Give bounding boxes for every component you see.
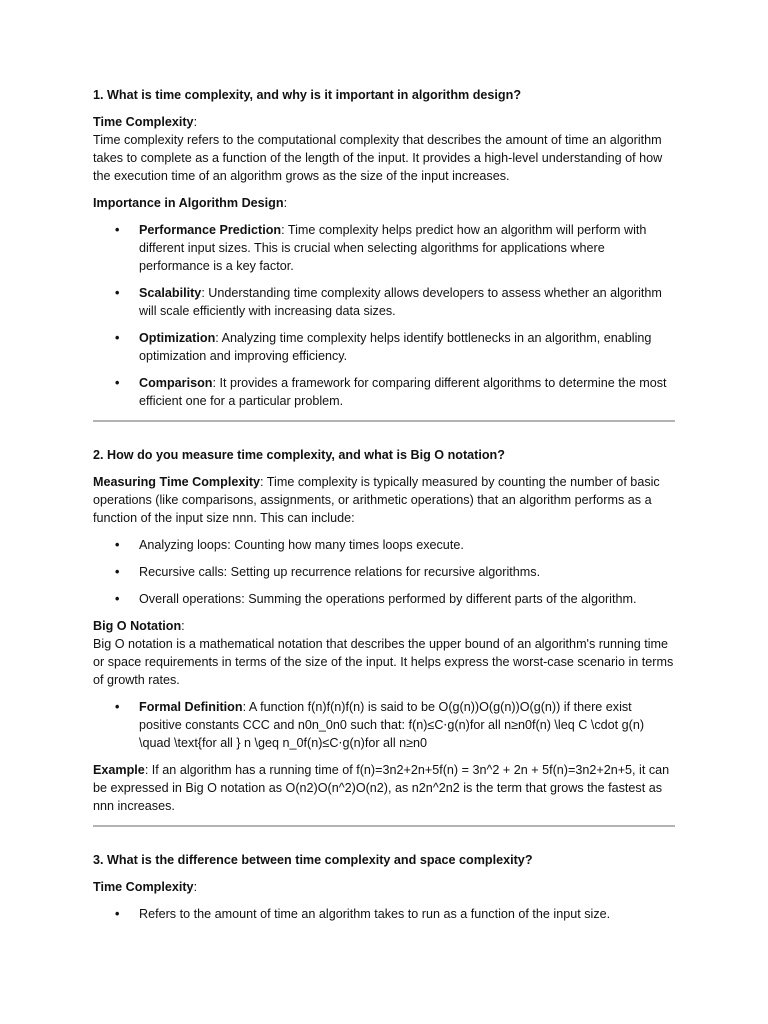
question-2-heading: 2. How do you measure time complexity, and what is Big O notation? <box>93 448 505 462</box>
formal-definition-label: Formal Definition <box>139 700 243 714</box>
time-complexity-colon: : <box>193 880 198 894</box>
measuring-list <box>93 536 675 608</box>
example-text: : If an algorithm has a running time of f(n)=3n2+2n+5f(n) = 3n^2 + 2n + 5f(n)=3n2+2n+5, it can be expressed in Big O notation as O(n2)O(n^2)O(n2), as n2n^2n2 is the term that grows the fastest as nnn increases. <box>93 763 670 813</box>
section-3 <box>93 851 675 923</box>
list-item: • Refers to the amount of time an algorithm takes to run as a function of the input size. <box>139 905 675 923</box>
time-complexity-text: Time complexity refers to the computational complexity that describes the amount of time an algorithm takes to complete as a function of the length of the input. It provides a high-level understanding of how the execution time of an algorithm grows as the size of the input increases. <box>93 133 663 183</box>
bullet-label: Scalability <box>139 286 202 300</box>
importance-label: Importance in Algorithm Design <box>93 196 284 210</box>
list-item: • Overall operations: Summing the operations performed by different parts of the algorithm. <box>139 590 675 608</box>
importance-list <box>93 221 675 410</box>
document-content <box>93 86 675 932</box>
bullet-text: : It provides a framework for comparing different algorithms to determine the most efficient one for a particular problem. <box>139 376 667 408</box>
section-1 <box>93 86 675 410</box>
bullet-label: Optimization <box>139 331 216 345</box>
section-divider <box>93 825 675 827</box>
bullet-label: Performance Prediction <box>139 223 282 237</box>
example-paragraph <box>93 761 675 815</box>
section-2 <box>93 446 675 815</box>
measuring-text: : Time complexity is typically measured by counting the number of basic operations (like comparisons, assignments, or arithmetic operations) that an algorithm performs as a function of the input size nnn. This can include: <box>93 475 660 525</box>
bullet-text: : Understanding time complexity allows developers to assess whether an algorithm will scale efficiently with increasing data sizes. <box>139 286 662 318</box>
formal-definition-list <box>93 698 675 752</box>
bullet-text: : Analyzing time complexity helps identify bottlenecks in an algorithm, enabling optimization and improving efficiency. <box>139 331 652 363</box>
time-complexity-definition <box>93 113 675 185</box>
time-complexity-label: Time Complexity <box>93 115 194 129</box>
big-o-text: Big O notation is a mathematical notation that describes the upper bound of an algorithm's running time or space requirements in terms of the size of the input. It helps express the worst-case scenario in terms of growth rates. <box>93 637 674 687</box>
big-o-label: Big O Notation <box>93 619 182 633</box>
section-divider <box>93 420 675 422</box>
time-complexity-colon: : <box>193 115 198 129</box>
list-item <box>139 221 675 275</box>
big-o-colon: : <box>181 619 185 633</box>
list-item: • Analyzing loops: Counting how many times loops execute. <box>139 536 675 554</box>
list-item <box>139 698 675 752</box>
bullet-label: Comparison <box>139 376 213 390</box>
example-label: Example <box>93 763 145 777</box>
formal-definition-text: : A function f(n)f(n)f(n) is said to be O(g(n))O(g(n))O(g(n)) if there exist positive constants CCC and n0n_0n0 such that: f(n)≤C⋅g(n)for all n≥n0f(n) \leq C \cdot g(n) \quad \text{for all } n \geq n_0f(n)≤C⋅g(n)for all n≥n0 <box>139 700 645 750</box>
measuring-label: Measuring Time Complexity <box>93 475 261 489</box>
bullet-text: : Time complexity helps predict how an algorithm will perform with different input sizes. This is crucial when selecting algorithms for applications where performance is a key factor. <box>139 223 647 273</box>
question-1-heading: 1. What is time complexity, and why is it important in algorithm design? <box>93 88 522 102</box>
time-complexity-heading <box>93 878 675 896</box>
big-o-paragraph <box>93 617 675 689</box>
list-item: • Recursive calls: Setting up recurrence relations for recursive algorithms. <box>139 563 675 581</box>
importance-colon: : <box>283 196 288 210</box>
time-complexity-list <box>93 905 675 923</box>
list-item <box>139 374 675 410</box>
time-complexity-label: Time Complexity <box>93 880 194 894</box>
question-3-heading: 3. What is the difference between time complexity and space complexity? <box>93 853 533 867</box>
measuring-paragraph <box>93 473 675 527</box>
list-item <box>139 284 675 320</box>
importance-heading <box>93 194 675 212</box>
list-item <box>139 329 675 365</box>
